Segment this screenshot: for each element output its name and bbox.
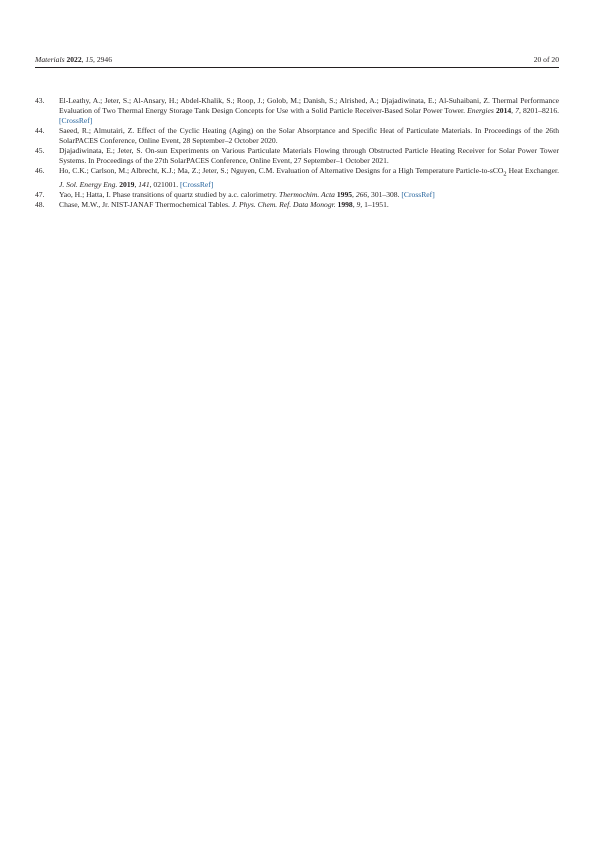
page-header [35, 55, 559, 69]
reference-year: 2019 [119, 179, 135, 189]
header-rule [35, 67, 559, 68]
reference-44 [35, 126, 559, 146]
reference-48: 48. Chase, M.W., Jr. NIST-JANAF Thermochemical Tables. J. Phys. Chem. Ref. Data Monogr. 1998, 9, 1–1951. [35, 199, 389, 209]
reference-list [35, 96, 559, 210]
reference-volume: 9 [356, 199, 361, 209]
reference-text: Djajadiwinata, E.; Jeter, S. On-sun Experiments on Various Particulate Materials Flowing through Obstructed Particle Heating Receiver for Solar Power Tower Systems. In Proceedings of the 27th SolarPACES Conference, Online Event, 27 September–1 October 2021. [59, 146, 559, 165]
journal-name: Materials [35, 55, 65, 64]
reference-pages: 021001. [153, 179, 179, 189]
crossref-link[interactable]: [CrossRef] [401, 189, 435, 199]
crossref-link[interactable]: [CrossRef] [59, 116, 93, 125]
reference-pages: 301–308. [371, 189, 400, 199]
reference-journal: J. Sol. Energy Eng. [59, 179, 118, 189]
article-number: 2946 [96, 55, 112, 64]
reference-46: 46. Ho, C.K.; Carlson, M.; Albrecht, K.J.; Ma, Z.; Jeter, S.; Nguyen, C.M. Evaluation of Alternative Designs for a High Temperature Particle-to-sCO$_2$ Heat Exchanger. J. Sol. Energy Eng. 2019, 141, 021001. [CrossRef] [35, 166, 559, 189]
reference-year: 1998 [337, 199, 353, 209]
reference-text: El-Leathy, A.; Jeter, S.; Al-Ansary, H.; Abdel-Khalik, S.; Roop, J.; Golob, M.; Danish, S.; Alrished, A.; Djajadiwinata, E.; Al-Suhaibani, Z. Thermal Performance Evaluation of Two Thermal Energy Storage Tank Design Concepts for Use with a Solid Particle Receiver-Based Solar Power Tower. [59, 96, 559, 115]
reference-pages: 8201–8216. [522, 106, 560, 115]
reference-year: 1995 [336, 189, 353, 199]
journal-year: 2022 [66, 55, 82, 64]
reference-47: 47. Yao, H.; Hatta, I. Phase transitions of quartz studied by a.c. calorimetry. Thermochim. Acta 1995, 266, 301–308. [CrossRef] [35, 189, 435, 199]
page-number: 20 of 20 [533, 55, 559, 64]
reference-year: 2014 [495, 106, 512, 115]
reference-number: 46. [35, 166, 45, 175]
reference-volume: 141 [138, 179, 150, 189]
reference-journal: J. Phys. Chem. Ref. Data Monogr. [231, 199, 336, 209]
reference-text-cont: Heat Exchanger. [506, 166, 559, 175]
reference-journal: Thermochim. Acta [278, 189, 335, 199]
reference-volume: 7 [515, 106, 519, 115]
reference-pages: 1–1951. [364, 199, 389, 209]
reference-number: 45. [35, 146, 45, 155]
journal-volume: 15 [85, 55, 94, 64]
reference-text: Chase, M.W., Jr. NIST-JANAF Thermochemical Tables. [59, 199, 230, 209]
crossref-link[interactable]: [CrossRef] [180, 179, 214, 189]
reference-43: 43. El-Leathy, A.; Jeter, S.; Al-Ansary, H.; Abdel-Khalik, S.; Roop, J.; Golob, M.; Danish, S.; Alrished, A.; Djajadiwinata, E.; Al-Suhaibani, Z. Thermal Performance Evaluation of Two Thermal Energy Storage Tank Design Concepts for Use with a Solid Particle Receiver-Based Solar Power Tower. Energies 2014, 7, 8201–8216. [CrossRef] [35, 96, 560, 125]
reference-journal: Energies [467, 106, 494, 115]
reference-text: Yao, H.; Hatta, I. Phase transitions of quartz studied by a.c. calorimetry. [59, 189, 278, 199]
reference-volume: 266 [355, 189, 368, 199]
reference-45 [35, 146, 559, 166]
reference-number: 48. [35, 199, 45, 209]
subscript-2: 2 [503, 170, 507, 178]
reference-number: 43. [35, 96, 45, 105]
reference-text: Ho, C.K.; Carlson, M.; Albrecht, K.J.; Ma, Z.; Jeter, S.; Nguyen, C.M. Evaluation of Alternative Designs for a High Temperature Particle-to-sCO [59, 166, 504, 175]
reference-number: 44. [35, 126, 45, 135]
reference-number: 47. [35, 189, 45, 199]
journal-citation: Materials 2022, 15, 2946 [35, 55, 112, 64]
reference-text: Saeed, R.; Almutairi, Z. Effect of the Cyclic Heating (Aging) on the Solar Absorptance and Specific Heat of Particulate Materials. In Proceedings of the 26th SolarPACES Conference, Online Event, 28 September–2 October 2020. [59, 126, 559, 145]
